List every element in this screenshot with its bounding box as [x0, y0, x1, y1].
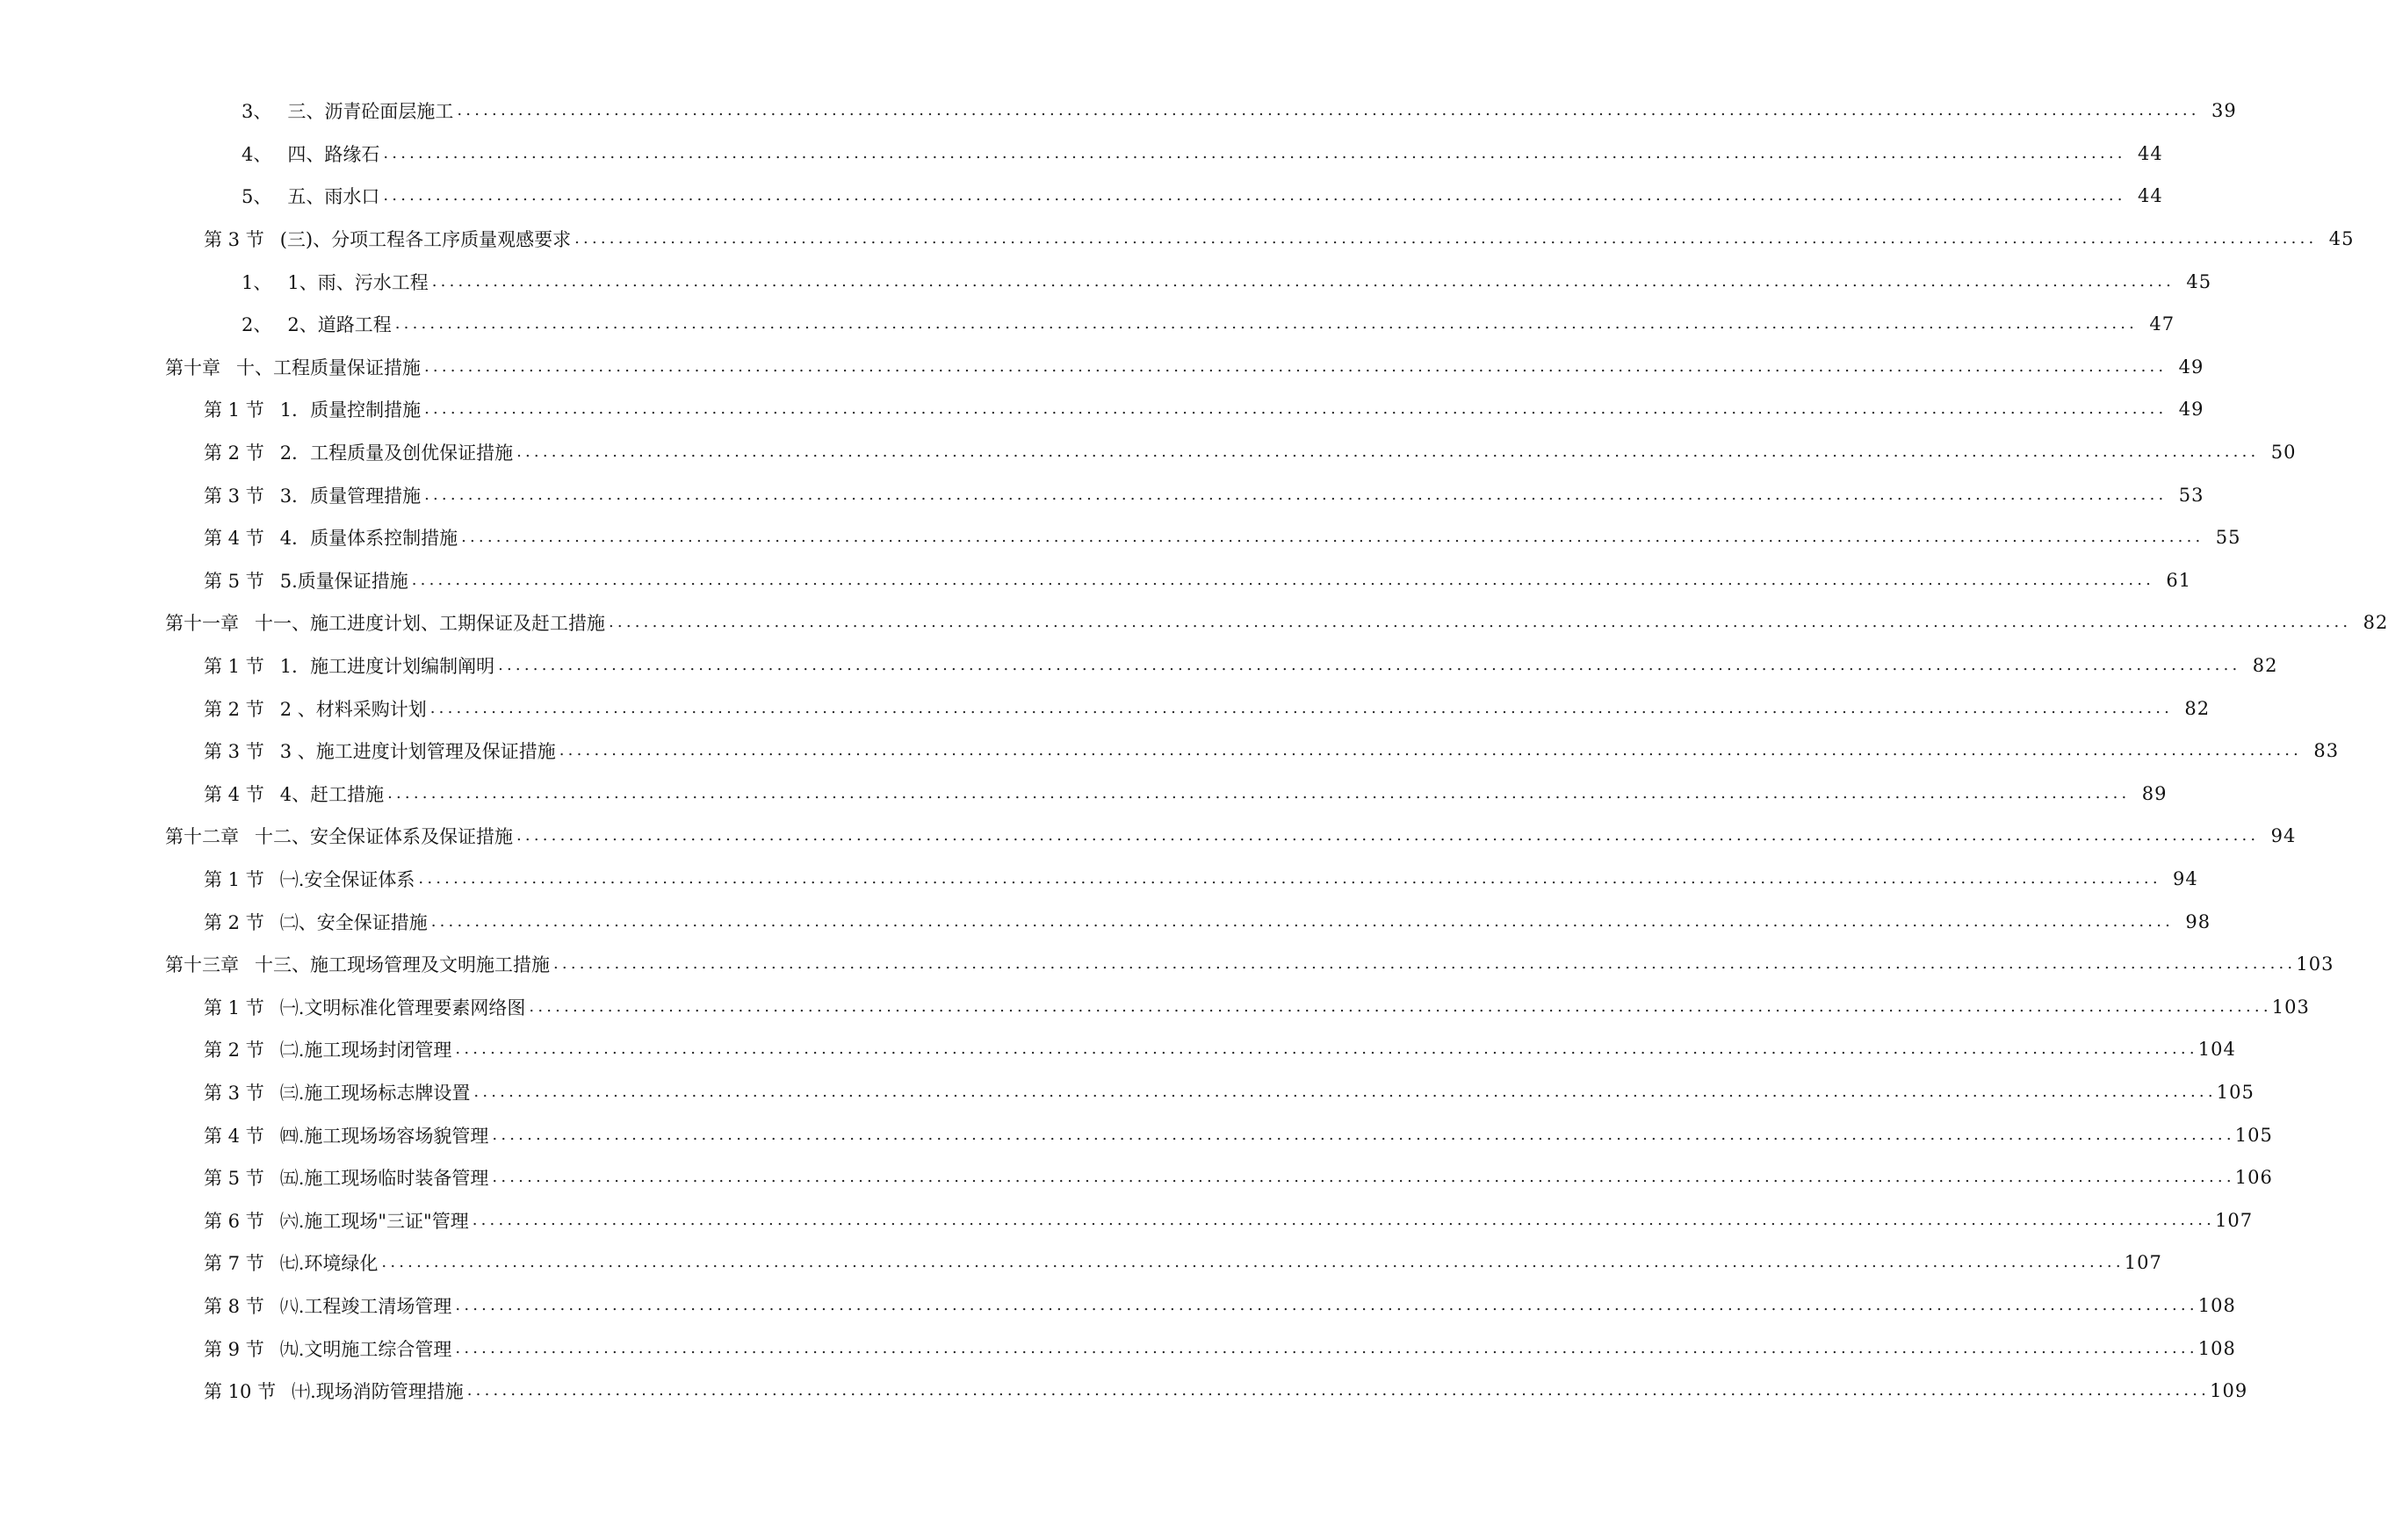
- toc-entry-title: 1．质量控制措施: [279, 399, 422, 421]
- toc-entry-number: 第 2 节: [204, 698, 264, 720]
- toc-page-number: 45: [2186, 270, 2212, 292]
- toc-entry-title: ㈣.施工现场场容场貌管理: [279, 1125, 489, 1147]
- dot-leader: ........................................................................................................................................................................................................: [383, 143, 2126, 162]
- toc-entry-title: 十、工程质量保证措施: [236, 356, 421, 378]
- toc-entry-number: 第十二章: [165, 826, 239, 848]
- toc-entry[interactable]: [0, 1285, 2236, 1328]
- toc-entry-number: 第 3 节: [204, 229, 264, 251]
- dot-leader: ........................................................................................................................................................................................................: [473, 1082, 2217, 1101]
- toc-entry-label: [242, 311, 395, 337]
- toc-entry-number: 第 1 节: [204, 656, 264, 678]
- toc-entry-title: 2 、材料采购计划: [279, 698, 427, 720]
- toc-entry-title: 十三、施工现场管理及文明施工措施: [255, 954, 550, 976]
- dot-leader: ........................................................................................................................................................................................................: [411, 570, 2155, 589]
- toc-entry-title: 2．工程质量及创优保证措施: [279, 443, 514, 464]
- toc-entry-title: ㈡、安全保证措施: [279, 911, 428, 933]
- toc-entry-label: [204, 866, 418, 892]
- toc-page-number: 44: [2137, 142, 2163, 164]
- toc-page-number: 94: [2173, 867, 2198, 889]
- dot-leader: ........................................................................................................................................................................................................: [418, 868, 2161, 888]
- toc-entry-title: 2、道路工程: [287, 314, 392, 336]
- toc-entry[interactable]: [0, 943, 2334, 986]
- toc-page-number: 45: [2328, 228, 2355, 250]
- toc-entry-label: [204, 1335, 455, 1362]
- toc-entry-number: 第 3 节: [204, 1082, 264, 1104]
- toc-entry[interactable]: [0, 1241, 2162, 1285]
- dot-leader: ........................................................................................................................................................................................................: [574, 229, 2318, 248]
- toc-entry-label: [204, 1036, 455, 1062]
- toc-page-number: 82: [2184, 697, 2211, 719]
- toc-entry-number: 第 4 节: [204, 528, 264, 550]
- toc-entry-title: ㈤.施工现场临时装备管理: [279, 1168, 489, 1190]
- toc-entry-number: 第 7 节: [204, 1253, 264, 1275]
- dot-leader: ........................................................................................................................................................................................................: [498, 656, 2241, 675]
- toc-entry[interactable]: [0, 687, 2211, 730]
- dot-leader: ........................................................................................................................................................................................................: [430, 911, 2175, 931]
- toc-page-number: 44: [2137, 185, 2163, 207]
- toc-page-number: 98: [2185, 910, 2211, 932]
- toc-entry-label: [204, 1249, 381, 1276]
- dot-leader: ........................................................................................................................................................................................................: [431, 271, 2175, 291]
- toc-entry-number: 5、: [242, 186, 272, 208]
- dot-leader: ........................................................................................................................................................................................................: [424, 399, 2168, 419]
- toc-entry-label: [204, 1122, 492, 1148]
- toc-entry[interactable]: [0, 473, 2204, 516]
- toc-entry[interactable]: [0, 1327, 2236, 1370]
- toc-entry-title: 5.质量保证措施: [279, 570, 408, 592]
- toc-entry-title: ㈠.文明标准化管理要素网络图: [279, 997, 526, 1018]
- toc-entry-number: 第 2 节: [204, 911, 264, 933]
- toc-entry-label: [204, 781, 387, 807]
- toc-entry-number: 第 2 节: [204, 443, 264, 464]
- toc-entry-title: 3．质量管理措施: [279, 485, 422, 507]
- toc-page-number: 105: [2234, 1124, 2273, 1146]
- dot-leader: ........................................................................................................................................................................................................: [516, 826, 2260, 846]
- toc-entry-number: 第 5 节: [204, 570, 264, 592]
- toc-entry[interactable]: [0, 1028, 2236, 1071]
- toc-page-number: 50: [2270, 442, 2297, 464]
- toc-entry-title: ㈡.施工现场封闭管理: [279, 1040, 452, 1061]
- dot-leader: ........................................................................................................................................................................................................: [381, 1253, 2125, 1272]
- toc-entry-label: [204, 439, 516, 465]
- toc-entry-label: [204, 567, 412, 594]
- toc-entry-label: [204, 1164, 492, 1191]
- toc-entry[interactable]: [0, 644, 2278, 687]
- toc-entry-label: [204, 738, 559, 764]
- toc-entry-label: [204, 909, 431, 935]
- dot-leader: ........................................................................................................................................................................................................: [516, 443, 2260, 462]
- toc-entry-number: 第 4 节: [204, 1125, 264, 1147]
- toc-entry[interactable]: [0, 1071, 2255, 1114]
- dot-leader: ........................................................................................................................................................................................................: [383, 186, 2126, 205]
- toc-entry-number: 2、: [242, 314, 272, 336]
- toc-entry[interactable]: [0, 260, 2212, 303]
- toc-entry-number: 第 9 节: [204, 1338, 264, 1360]
- toc-entry-title: 4、赶工措施: [279, 783, 385, 805]
- toc-entry-number: 第 3 节: [204, 741, 264, 763]
- toc-entry-title: ㈩.现场消防管理措施: [292, 1381, 464, 1403]
- toc-entry-label: [204, 1207, 473, 1234]
- toc-entry-title: 四、路缘石: [287, 143, 380, 165]
- toc-page-number: 49: [2178, 399, 2204, 421]
- toc-entry-title: ㈠.安全保证体系: [279, 868, 415, 890]
- toc-entry[interactable]: [0, 1370, 2248, 1413]
- toc-entry[interactable]: [0, 559, 2192, 602]
- toc-page-number: 105: [2216, 1081, 2255, 1103]
- toc-entry-label: [204, 482, 424, 508]
- toc-entry-number: 第十一章: [165, 613, 239, 635]
- toc-entry-number: 第 6 节: [204, 1210, 264, 1232]
- toc-entry-label: [165, 951, 553, 977]
- toc-entry-number: 第 10 节: [204, 1381, 277, 1403]
- dot-leader: ........................................................................................................................................................................................................: [455, 1295, 2198, 1314]
- dot-leader: ........................................................................................................................................................................................................: [461, 528, 2204, 547]
- toc-entry[interactable]: [0, 516, 2241, 559]
- dot-leader: ........................................................................................................................................................................................................: [455, 1338, 2198, 1357]
- dot-leader: ........................................................................................................................................................................................................: [553, 954, 2297, 974]
- toc-entry-number: 3、: [242, 101, 272, 123]
- toc-entry-label: [204, 1079, 473, 1105]
- toc-entry[interactable]: [0, 133, 2163, 176]
- toc-entry-title: ㈨.文明施工综合管理: [279, 1338, 452, 1360]
- toc-page-number: 55: [2215, 527, 2241, 549]
- toc-entry-number: 第 4 节: [204, 783, 264, 805]
- toc-entry-number: 第十三章: [165, 954, 239, 976]
- toc-page-number: 109: [2210, 1380, 2248, 1402]
- toc-entry-number: 第 8 节: [204, 1295, 264, 1317]
- toc-entry[interactable]: [0, 601, 2388, 644]
- toc-entry-label: [242, 97, 457, 124]
- toc-page-number: 94: [2270, 825, 2297, 847]
- toc-page-number: 107: [2124, 1252, 2162, 1274]
- toc-entry-title: 十二、安全保证体系及保证措施: [255, 826, 513, 848]
- toc-entry-title: 1、雨、污水工程: [287, 271, 429, 293]
- dot-leader: ........................................................................................................................................................................................................: [457, 101, 2200, 120]
- dot-leader: ........................................................................................................................................................................................................: [424, 485, 2168, 504]
- toc-page-number: 108: [2197, 1294, 2236, 1316]
- toc-entry-label: [242, 269, 432, 295]
- toc-entry-number: 第 2 节: [204, 1040, 264, 1061]
- dot-leader: ........................................................................................................................................................................................................: [387, 783, 2131, 802]
- toc-page-number: 89: [2141, 782, 2168, 804]
- toc-entry-label: [165, 609, 609, 636]
- toc-page-number: 49: [2178, 356, 2204, 378]
- dot-leader: ........................................................................................................................................................................................................: [559, 741, 2303, 760]
- toc-entry[interactable]: [0, 815, 2297, 858]
- toc-entry-label: [204, 695, 430, 722]
- dot-leader: ........................................................................................................................................................................................................: [429, 698, 2174, 717]
- toc-entry-number: 第 1 节: [204, 399, 264, 421]
- toc-entry[interactable]: [0, 218, 2355, 261]
- toc-entry-title: 4．质量体系控制措施: [279, 528, 458, 550]
- toc-entry-label: [242, 183, 383, 209]
- toc-page-number: 47: [2149, 313, 2175, 335]
- toc-entry-number: 第 1 节: [204, 997, 264, 1018]
- toc-entry-label: [204, 396, 424, 422]
- dot-leader: ........................................................................................................................................................................................................: [455, 1040, 2198, 1059]
- toc-page-number: 82: [2363, 612, 2388, 634]
- toc-entry[interactable]: [0, 303, 2175, 346]
- dot-leader: ........................................................................................................................................................................................................: [466, 1381, 2211, 1400]
- toc-entry[interactable]: [0, 90, 2237, 133]
- dot-leader: ........................................................................................................................................................................................................: [394, 314, 2139, 334]
- toc-entry[interactable]: [0, 175, 2163, 218]
- toc-page-number: 39: [2211, 100, 2237, 122]
- toc-entry-title: 三、沥青砼面层施工: [287, 101, 454, 123]
- toc-entry-title: 五、雨水口: [287, 186, 380, 208]
- toc-entry-number: 第 1 节: [204, 868, 264, 890]
- toc-entry-number: 第 3 节: [204, 485, 264, 507]
- toc-entry-number: 第十章: [165, 356, 220, 378]
- toc-entry-number: 4、: [242, 143, 272, 165]
- toc-entry-number: 1、: [242, 271, 272, 293]
- toc-entry-label: [204, 524, 461, 551]
- toc-entry-title: ㈥.施工现场"三证"管理: [279, 1210, 469, 1232]
- toc-entry[interactable]: [0, 1156, 2273, 1199]
- toc-entry-label: [165, 354, 424, 380]
- dot-leader: ........................................................................................................................................................................................................: [492, 1168, 2235, 1187]
- toc-entry[interactable]: [0, 773, 2168, 816]
- toc-entry-label: [204, 1292, 455, 1319]
- toc-entry[interactable]: [0, 431, 2297, 474]
- dot-leader: ........................................................................................................................................................................................................: [529, 997, 2272, 1016]
- toc-entry-title: ㈦.环境绿化: [279, 1253, 379, 1275]
- toc-entry-label: [165, 823, 516, 849]
- toc-entry-title: ㈧.工程竣工清场管理: [279, 1295, 452, 1317]
- toc-entry-label: [242, 140, 383, 167]
- dot-leader: ........................................................................................................................................................................................................: [472, 1210, 2216, 1229]
- toc-entry-title: ㈢.施工现场标志牌设置: [279, 1082, 471, 1104]
- toc-page-number: 103: [2271, 996, 2310, 1018]
- toc-entry-title: 十一、施工进度计划、工期保证及赶工措施: [255, 613, 605, 635]
- toc-entry-title: (三)、分项工程各工序质量观感要求: [279, 229, 572, 251]
- toc-entry-number: 第 5 节: [204, 1168, 264, 1190]
- toc-page-number: 83: [2313, 740, 2340, 762]
- toc-entry-title: 3 、施工进度计划管理及保证措施: [279, 741, 556, 763]
- toc-entry[interactable]: [0, 985, 2310, 1028]
- toc-page-number: 82: [2252, 655, 2278, 677]
- dot-leader: ........................................................................................................................................................................................................: [424, 356, 2168, 376]
- table-of-contents: [0, 90, 2388, 1412]
- toc-page-number: 107: [2215, 1209, 2254, 1231]
- toc-page-number: 61: [2166, 569, 2192, 591]
- toc-entry[interactable]: [0, 388, 2204, 431]
- toc-entry[interactable]: [0, 858, 2198, 901]
- toc-entry-label: [204, 1378, 467, 1404]
- toc-page-number: 53: [2178, 484, 2204, 506]
- toc-entry-title: 1．施工进度计划编制阐明: [279, 656, 495, 678]
- toc-entry[interactable]: [0, 346, 2204, 389]
- toc-entry-label: [204, 652, 498, 679]
- toc-entry[interactable]: [0, 900, 2211, 943]
- toc-entry-label: [204, 994, 529, 1020]
- dot-leader: ........................................................................................................................................................................................................: [609, 613, 2352, 632]
- toc-entry[interactable]: [0, 1113, 2273, 1156]
- toc-page-number: 106: [2234, 1167, 2273, 1189]
- dot-leader: ........................................................................................................................................................................................................: [492, 1125, 2235, 1144]
- toc-page-number: 108: [2197, 1337, 2236, 1359]
- toc-page-number: 104: [2197, 1039, 2236, 1061]
- toc-page-number: 103: [2296, 954, 2334, 975]
- toc-entry[interactable]: [0, 730, 2340, 773]
- toc-entry[interactable]: [0, 1198, 2254, 1241]
- toc-entry-label: [204, 226, 574, 252]
